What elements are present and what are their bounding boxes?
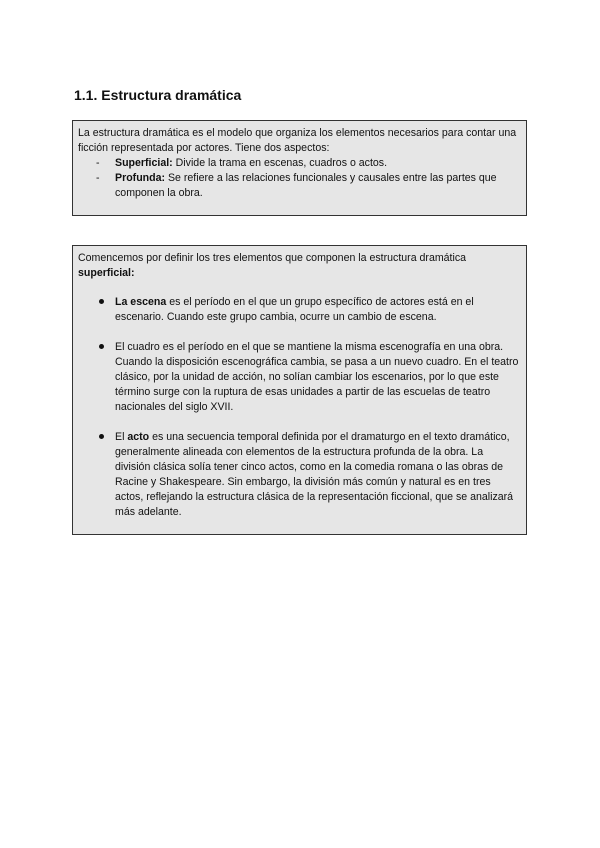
element-pre: El: [115, 431, 128, 443]
dash-marker: -: [96, 157, 100, 169]
element-term: acto: [127, 431, 150, 443]
aspect-item-profunda: [78, 171, 520, 201]
element-text: es una secuencia temporal definida por el dramaturgo en el texto dramático, generalmente alineada con elementos de la estructura profunda de la obra. La división clásica solía tener cinco actos, como en la comedia romana o las obras de Racine y Shakespeare. Sin embargo, la división más común y natural es en tres actos, reflejando la estructura clásica de la representación ficcional, que se analizará más adelante.: [115, 431, 514, 518]
aspect-term: Profunda:: [115, 172, 166, 184]
aspects-list: [78, 156, 520, 201]
element-item-acto: [78, 430, 520, 520]
section-heading: 1.1. Estructura dramática: [74, 87, 242, 103]
bullet-icon: [99, 344, 104, 349]
definition-intro: La estructura dramática es el modelo que organiza los elementos necesarios para contar una ficción representada por actores. Tiene dos aspectos:: [78, 127, 517, 154]
bullet-icon: [99, 299, 104, 304]
elements-list: [78, 295, 520, 520]
elements-box: [72, 245, 527, 535]
element-item-cuadro: [78, 340, 520, 415]
dash-marker: -: [96, 172, 100, 184]
element-item-escena: [78, 295, 520, 325]
bullet-icon: [99, 434, 104, 439]
definition-box: [72, 120, 527, 216]
element-text: es el período en el que un grupo específico de actores está en el escenario. Cuando este grupo cambia, ocurre un cambio de escena.: [115, 296, 474, 323]
aspect-text: Divide la trama en escenas, cuadros o actos.: [172, 157, 388, 169]
aspect-text: Se refiere a las relaciones funcionales y causales entre las partes que componen la obra.: [115, 172, 497, 199]
element-text: El cuadro es el período en el que se mantiene la misma escenografía en una obra. Cuando la disposición escenográfica cambia, se pasa a un nuevo cuadro. En el teatro clásico, por la unidad de acción, no solían cambiar los escenarios, por lo que este término surge con la ruptura de esas unidades a partir de las escuelas de teatro nacionales del siglo XVII.: [115, 341, 519, 413]
aspect-item-superficial: [78, 156, 520, 171]
aspect-term: Superficial:: [115, 157, 173, 169]
element-term: La escena: [115, 296, 167, 308]
elements-intro-bold: superficial:: [78, 267, 135, 279]
elements-intro: [78, 251, 520, 281]
elements-intro-text: Comencemos por definir los tres elementos que componen la estructura dramática: [78, 252, 467, 264]
